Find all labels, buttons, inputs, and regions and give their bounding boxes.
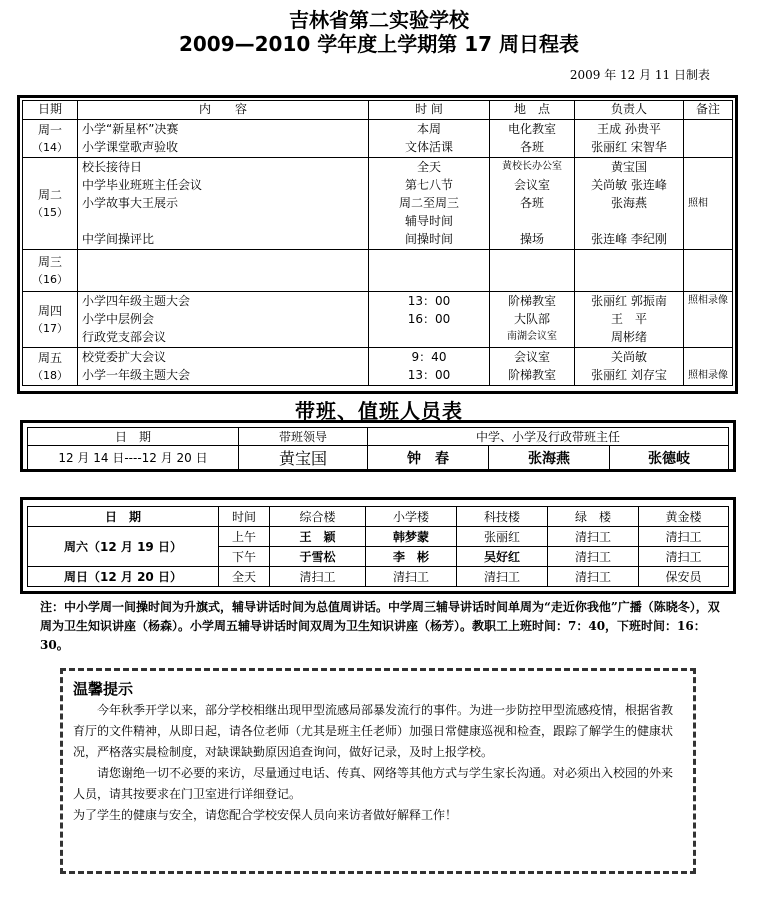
made-date: 2009 年 12 月 11 日制表 (569, 68, 710, 82)
duty-person: 王 颖 (270, 527, 366, 547)
item-time: 间操时间 (404, 232, 453, 246)
item-place: 各班 (519, 196, 544, 210)
item-place: 电化教室 (507, 122, 556, 136)
header-time: 时间 (219, 507, 270, 527)
item-note: 照相录像 (688, 370, 728, 381)
header-leader: 带班领导 (239, 428, 368, 446)
content-cell (78, 292, 369, 348)
day-cell (23, 120, 78, 158)
header-building: 黄金楼 (639, 507, 729, 527)
place-cell (490, 158, 575, 250)
duty-buildings-header (28, 507, 729, 527)
duty-leader: 黄宝国 (239, 446, 368, 470)
item-time: 辅导时间 (404, 214, 453, 228)
schedule-table (22, 100, 733, 386)
item-content: 中学间操评比 (82, 232, 155, 246)
day-cell (23, 158, 78, 250)
time-cell (369, 348, 490, 386)
item-place: 南湖会议室 (507, 331, 557, 342)
duty-leaders-row (28, 446, 729, 470)
header-date: 日 期 (28, 507, 219, 527)
note-cell (684, 158, 733, 250)
duty-person: 清扫工 (548, 567, 639, 587)
item-content: 校长接待日 (82, 160, 143, 174)
person-cell (575, 250, 684, 292)
duty-row-sun (28, 567, 729, 587)
item-place: 黄校长办公室 (502, 161, 562, 172)
header-content: 内 容 (78, 101, 369, 120)
day-label: 周三 (37, 254, 62, 269)
duty-leaders-frame (20, 420, 736, 472)
item-time: 本周 (416, 122, 441, 136)
tips-paragraph: 请您谢绝一切不必要的来访，尽量通过电话、传真、网络等其他方式与学生家长沟通。对必须出入校园的外来人员，请其按要求在门卫室进行详细登记。 (73, 766, 674, 801)
content-cell (78, 250, 369, 292)
item-place: 会议室 (513, 350, 550, 364)
duty-person: 吴好红 (457, 547, 548, 567)
day-num: （16） (32, 272, 68, 286)
slot: 下午 (219, 547, 270, 567)
header-date: 日期 (23, 101, 78, 120)
duty-person: 保安员 (639, 567, 729, 587)
duty-person: 清扫工 (457, 567, 548, 587)
item-place: 操场 (519, 232, 544, 246)
person-cell (575, 120, 684, 158)
day-cell (23, 250, 78, 292)
place-cell (490, 250, 575, 292)
duty-leaders-header (28, 428, 729, 446)
header-building: 小学楼 (366, 507, 457, 527)
day-num: （15） (32, 205, 68, 219)
duty-buildings-frame (20, 497, 736, 594)
content-cell (78, 158, 369, 250)
time-cell (369, 158, 490, 250)
duty-person: 清扫工 (639, 547, 729, 567)
spacer (82, 212, 364, 230)
place-cell (490, 292, 575, 348)
place-cell (490, 120, 575, 158)
duty-head: 张德岐 (610, 446, 729, 470)
item-time: 13：00 (407, 368, 451, 382)
item-content: 行政党支部会议 (82, 330, 167, 344)
footnote: 注：中小学周一间操时间为升旗式，辅导讲话时间为总值周讲话。中学周三辅导讲话时间单周为“走近你我他”广播（陈晓冬），双周为卫生知识讲座（杨森）。小学周五辅导讲话时间双周为卫生知识讲座（杨芳）。教职工上班时间：7：40，下班时间：16：30。 (40, 600, 720, 652)
spacer (494, 212, 570, 230)
duty-banner: 带班、值班人员表 (295, 399, 463, 423)
tips-paragraph: 今年秋季开学以来，部分学校相继出现甲型流感局部暴发流行的事件。为进一步防控甲型流感疫情，根据省教育厅的文件精神，从即日起，请各位老师（尤其是班主任老师）加强日常健康巡视和检查，跟踪了解学生的健康状况，严格落实晨检制度，对缺课缺勤原因追查询问，做好记录，及时上报学校。 (73, 703, 674, 759)
duty-leaders-table (27, 427, 729, 470)
item-time: 第七八节 (404, 178, 453, 192)
duty-person: 于雪松 (270, 547, 366, 567)
day-num: （14） (32, 140, 68, 154)
item-time: 13：00 (407, 294, 451, 308)
sat-label: 周六（12 月 19 日） (28, 527, 219, 567)
duty-person: 李 彬 (366, 547, 457, 567)
person-cell (575, 348, 684, 386)
item-content: 小学一年级主题大会 (82, 368, 191, 382)
item-content: 小学课堂歌声验收 (82, 140, 179, 154)
content-cell (78, 120, 369, 158)
duty-person: 清扫工 (548, 547, 639, 567)
header-building: 绿 楼 (548, 507, 639, 527)
item-time: 文体活课 (404, 140, 453, 154)
spacer (579, 212, 679, 230)
item-person: 张海燕 (610, 196, 647, 210)
day-num: （17） (32, 321, 68, 335)
item-person: 王成 孙贵平 (597, 122, 661, 136)
schedule-row-tue (23, 158, 733, 250)
duty-buildings-table (27, 506, 729, 587)
day-label: 周五 (37, 350, 62, 365)
item-note: 照相录像 (688, 295, 728, 306)
item-place: 大队部 (513, 312, 550, 326)
item-content: 小学故事大王展示 (82, 196, 179, 210)
header-place: 地 点 (490, 101, 575, 120)
item-place: 阶梯教室 (507, 368, 556, 382)
duty-person: 清扫工 (270, 567, 366, 587)
tips-content (73, 679, 683, 826)
slot: 上午 (219, 527, 270, 547)
header-person: 负责人 (575, 101, 684, 120)
tips-box (60, 668, 696, 874)
time-cell (369, 292, 490, 348)
duty-date: 12 月 14 日----12 月 20 日 (28, 446, 239, 470)
item-person: 张丽红 宋智华 (591, 140, 667, 154)
note-cell (684, 348, 733, 386)
place-cell (490, 348, 575, 386)
note-cell (684, 292, 733, 348)
duty-person: 清扫工 (639, 527, 729, 547)
duty-head: 张海燕 (489, 446, 610, 470)
item-content: 校党委扩大会议 (82, 350, 167, 364)
item-place: 会议室 (513, 178, 550, 192)
schedule-row-thu (23, 292, 733, 348)
tips-paragraph: 为了学生的健康与安全，请您配合学校安保人员向来访者做好解释工作！ (73, 808, 458, 822)
item-person: 黄宝国 (610, 160, 647, 174)
header-time: 时 间 (369, 101, 490, 120)
item-note: 照相 (688, 197, 708, 209)
school-name: 吉林省第二实验学校 (289, 8, 469, 32)
day-label: 周二 (37, 187, 62, 202)
slot: 全天 (219, 567, 270, 587)
duty-person: 张丽红 (457, 527, 548, 547)
day-label: 周一 (37, 122, 62, 137)
duty-person: 清扫工 (548, 527, 639, 547)
item-time: 9：40 (411, 350, 447, 364)
duty-person: 韩梦蒙 (366, 527, 457, 547)
item-place: 各班 (519, 140, 544, 154)
header-heads: 中学、小学及行政带班主任 (368, 428, 729, 446)
duty-row-sat-am (28, 527, 729, 547)
item-content: 小学四年级主题大会 (82, 294, 191, 308)
schedule-row-wed (23, 250, 733, 292)
header-date: 日 期 (28, 428, 239, 446)
item-time: 16：00 (407, 312, 451, 326)
schedule-row-mon (23, 120, 733, 158)
header-building: 综合楼 (270, 507, 366, 527)
item-time: 全天 (416, 160, 441, 174)
item-person: 关尚敏 张连峰 (591, 178, 667, 192)
duty-person: 清扫工 (366, 567, 457, 587)
time-cell (369, 120, 490, 158)
day-num: （18） (32, 368, 68, 382)
item-person: 张丽红 郭振南 (591, 294, 667, 308)
person-cell (575, 292, 684, 348)
header-note: 备注 (684, 101, 733, 120)
item-content: 小学中层例会 (82, 312, 155, 326)
item-person: 张丽红 刘存宝 (591, 368, 667, 382)
item-place: 阶梯教室 (507, 294, 556, 308)
tips-title: 温馨提示 (73, 680, 134, 698)
schedule-row-fri (23, 348, 733, 386)
item-content: 中学毕业班班主任会议 (82, 178, 203, 192)
item-content: 小学“新星杯”决赛 (82, 122, 179, 136)
header-building: 科技楼 (457, 507, 548, 527)
note-cell (684, 120, 733, 158)
content-cell (78, 348, 369, 386)
item-time: 周二至周三 (398, 196, 459, 210)
day-cell (23, 348, 78, 386)
day-cell (23, 292, 78, 348)
person-cell (575, 158, 684, 250)
item-person: 王 平 (610, 312, 647, 326)
item-person: 关尚敏 (610, 350, 647, 364)
page-title: 2009—2010 学年度上学期第 17 周日程表 (178, 32, 580, 56)
schedule-frame (17, 95, 738, 394)
day-label: 周四 (37, 303, 62, 318)
note-cell (684, 250, 733, 292)
item-person: 张连峰 李纪刚 (591, 232, 667, 246)
sun-label: 周日（12 月 20 日） (28, 567, 219, 587)
schedule-header-row (23, 101, 733, 120)
item-person: 周彬绪 (610, 330, 647, 344)
duty-head: 钟 春 (368, 446, 489, 470)
time-cell (369, 250, 490, 292)
